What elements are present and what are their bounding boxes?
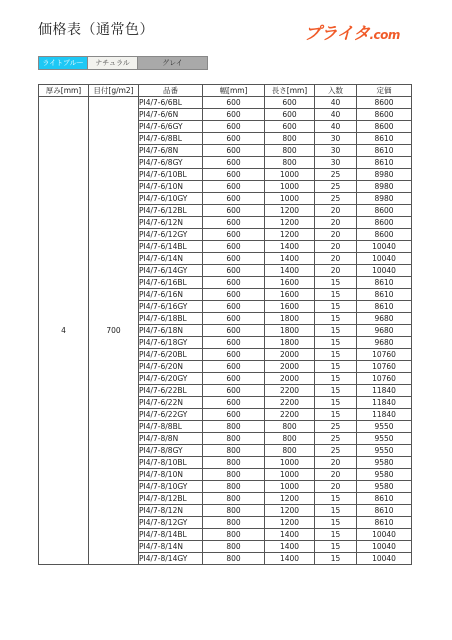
swatch-gray: グレイ: [138, 56, 208, 70]
list-price-cell: 8600: [357, 109, 412, 121]
quantity-cell: 15: [315, 289, 357, 301]
product-code-cell: PI4/7-8/14GY: [139, 553, 203, 565]
header-thickness: 厚み[mm]: [39, 85, 89, 97]
quantity-cell: 15: [315, 373, 357, 385]
page-title: 価格表（通常色）: [38, 22, 154, 38]
length-cell: 2000: [265, 373, 315, 385]
product-code-cell: PI4/7-8/14N: [139, 541, 203, 553]
product-code-cell: PI4/7-6/14N: [139, 253, 203, 265]
quantity-cell: 20: [315, 469, 357, 481]
width-cell: 600: [203, 385, 265, 397]
quantity-cell: 25: [315, 421, 357, 433]
list-price-cell: 8610: [357, 517, 412, 529]
list-price-cell: 9580: [357, 457, 412, 469]
length-cell: 1000: [265, 193, 315, 205]
length-cell: 1600: [265, 301, 315, 313]
header-length: 長さ[mm]: [265, 85, 315, 97]
width-cell: 600: [203, 169, 265, 181]
product-code-cell: PI4/7-6/6GY: [139, 121, 203, 133]
product-code-cell: PI4/7-6/12GY: [139, 229, 203, 241]
product-code-cell: PI4/7-8/10BL: [139, 457, 203, 469]
quantity-cell: 20: [315, 205, 357, 217]
header-weight: 目付[g/m2]: [89, 85, 139, 97]
width-cell: 600: [203, 241, 265, 253]
quantity-cell: 15: [315, 505, 357, 517]
product-code-cell: PI4/7-6/10BL: [139, 169, 203, 181]
width-cell: 800: [203, 457, 265, 469]
width-cell: 600: [203, 277, 265, 289]
quantity-cell: 40: [315, 97, 357, 109]
list-price-cell: 9550: [357, 433, 412, 445]
length-cell: 800: [265, 421, 315, 433]
quantity-cell: 30: [315, 145, 357, 157]
list-price-cell: 9680: [357, 313, 412, 325]
list-price-cell: 8610: [357, 277, 412, 289]
width-cell: 800: [203, 505, 265, 517]
list-price-cell: 10760: [357, 349, 412, 361]
list-price-cell: 10040: [357, 541, 412, 553]
color-swatches: [38, 56, 208, 70]
product-code-cell: PI4/7-8/10GY: [139, 481, 203, 493]
width-cell: 800: [203, 541, 265, 553]
product-code-cell: PI4/7-8/8BL: [139, 421, 203, 433]
product-code-cell: PI4/7-6/16GY: [139, 301, 203, 313]
quantity-cell: 30: [315, 133, 357, 145]
width-cell: 800: [203, 433, 265, 445]
quantity-cell: 25: [315, 169, 357, 181]
product-code-cell: PI4/7-6/6BL: [139, 97, 203, 109]
width-cell: 600: [203, 301, 265, 313]
list-price-cell: 8610: [357, 505, 412, 517]
product-code-cell: PI4/7-6/12N: [139, 217, 203, 229]
width-cell: 600: [203, 217, 265, 229]
length-cell: 1200: [265, 505, 315, 517]
product-code-cell: PI4/7-8/14BL: [139, 529, 203, 541]
width-cell: 600: [203, 181, 265, 193]
list-price-cell: 10760: [357, 373, 412, 385]
list-price-cell: 10040: [357, 529, 412, 541]
table-row: [39, 97, 412, 109]
quantity-cell: 15: [315, 361, 357, 373]
quantity-cell: 20: [315, 229, 357, 241]
quantity-cell: 15: [315, 517, 357, 529]
width-cell: 600: [203, 361, 265, 373]
length-cell: 1200: [265, 229, 315, 241]
length-cell: 1400: [265, 529, 315, 541]
width-cell: 600: [203, 109, 265, 121]
length-cell: 800: [265, 157, 315, 169]
list-price-cell: 8600: [357, 121, 412, 133]
product-code-cell: PI4/7-6/18BL: [139, 313, 203, 325]
product-code-cell: PI4/7-6/8GY: [139, 157, 203, 169]
width-cell: 600: [203, 337, 265, 349]
list-price-cell: 8600: [357, 229, 412, 241]
quantity-cell: 25: [315, 181, 357, 193]
length-cell: 1000: [265, 469, 315, 481]
list-price-cell: 8610: [357, 289, 412, 301]
list-price-cell: 9550: [357, 445, 412, 457]
quantity-cell: 25: [315, 193, 357, 205]
product-code-cell: PI4/7-8/8GY: [139, 445, 203, 457]
length-cell: 1000: [265, 181, 315, 193]
product-code-cell: PI4/7-6/20N: [139, 361, 203, 373]
width-cell: 800: [203, 421, 265, 433]
list-price-cell: 10040: [357, 253, 412, 265]
width-cell: 600: [203, 325, 265, 337]
thickness-cell: 4: [39, 97, 89, 565]
width-cell: 800: [203, 445, 265, 457]
product-code-cell: PI4/7-6/6N: [139, 109, 203, 121]
list-price-cell: 11840: [357, 385, 412, 397]
product-code-cell: PI4/7-6/16N: [139, 289, 203, 301]
header-quantity: 入数: [315, 85, 357, 97]
product-code-cell: PI4/7-6/18GY: [139, 337, 203, 349]
length-cell: 600: [265, 109, 315, 121]
quantity-cell: 25: [315, 433, 357, 445]
table-header-row: [39, 85, 412, 97]
width-cell: 600: [203, 121, 265, 133]
quantity-cell: 15: [315, 553, 357, 565]
length-cell: 800: [265, 145, 315, 157]
quantity-cell: 15: [315, 301, 357, 313]
length-cell: 1400: [265, 541, 315, 553]
weight-cell: 700: [89, 97, 139, 565]
quantity-cell: 15: [315, 385, 357, 397]
list-price-cell: 10760: [357, 361, 412, 373]
list-price-cell: 8600: [357, 217, 412, 229]
list-price-cell: 8600: [357, 97, 412, 109]
length-cell: 1200: [265, 517, 315, 529]
header-product-code: 品番: [139, 85, 203, 97]
length-cell: 1600: [265, 277, 315, 289]
swatch-light-blue: ライトブルー: [38, 56, 88, 70]
length-cell: 1200: [265, 493, 315, 505]
width-cell: 600: [203, 313, 265, 325]
width-cell: 800: [203, 481, 265, 493]
width-cell: 800: [203, 529, 265, 541]
quantity-cell: 15: [315, 349, 357, 361]
product-code-cell: PI4/7-8/12N: [139, 505, 203, 517]
product-code-cell: PI4/7-8/8N: [139, 433, 203, 445]
product-code-cell: PI4/7-8/10N: [139, 469, 203, 481]
product-code-cell: PI4/7-8/12BL: [139, 493, 203, 505]
product-code-cell: PI4/7-6/14GY: [139, 265, 203, 277]
quantity-cell: 20: [315, 457, 357, 469]
length-cell: 600: [265, 97, 315, 109]
quantity-cell: 25: [315, 445, 357, 457]
quantity-cell: 15: [315, 529, 357, 541]
product-code-cell: PI4/7-6/18N: [139, 325, 203, 337]
list-price-cell: 9680: [357, 325, 412, 337]
product-code-cell: PI4/7-6/8N: [139, 145, 203, 157]
product-code-cell: PI4/7-6/20GY: [139, 373, 203, 385]
quantity-cell: 15: [315, 541, 357, 553]
quantity-cell: 20: [315, 253, 357, 265]
list-price-cell: 10040: [357, 553, 412, 565]
list-price-cell: 9580: [357, 481, 412, 493]
length-cell: 1400: [265, 265, 315, 277]
width-cell: 600: [203, 193, 265, 205]
width-cell: 600: [203, 145, 265, 157]
quantity-cell: 15: [315, 325, 357, 337]
length-cell: 1400: [265, 241, 315, 253]
length-cell: 1400: [265, 553, 315, 565]
width-cell: 600: [203, 265, 265, 277]
length-cell: 600: [265, 121, 315, 133]
product-code-cell: PI4/7-6/14BL: [139, 241, 203, 253]
width-cell: 600: [203, 205, 265, 217]
quantity-cell: 15: [315, 277, 357, 289]
length-cell: 1000: [265, 169, 315, 181]
list-price-cell: 8600: [357, 205, 412, 217]
list-price-cell: 8980: [357, 169, 412, 181]
length-cell: 2200: [265, 385, 315, 397]
length-cell: 1600: [265, 289, 315, 301]
list-price-cell: 9680: [357, 337, 412, 349]
quantity-cell: 15: [315, 397, 357, 409]
list-price-cell: 8610: [357, 157, 412, 169]
header-width: 幅[mm]: [203, 85, 265, 97]
width-cell: 600: [203, 349, 265, 361]
header-list-price: 定価: [357, 85, 412, 97]
logo-text: プライタ: [304, 24, 370, 44]
list-price-cell: 9580: [357, 469, 412, 481]
width-cell: 600: [203, 373, 265, 385]
list-price-cell: 8980: [357, 193, 412, 205]
logo-domain: .com: [369, 28, 400, 42]
quantity-cell: 20: [315, 265, 357, 277]
quantity-cell: 20: [315, 481, 357, 493]
width-cell: 800: [203, 553, 265, 565]
product-code-cell: PI4/7-6/22GY: [139, 409, 203, 421]
product-code-cell: PI4/7-6/10N: [139, 181, 203, 193]
width-cell: 800: [203, 517, 265, 529]
width-cell: 600: [203, 409, 265, 421]
width-cell: 600: [203, 157, 265, 169]
length-cell: 1200: [265, 217, 315, 229]
product-code-cell: PI4/7-6/8BL: [139, 133, 203, 145]
width-cell: 600: [203, 133, 265, 145]
quantity-cell: 30: [315, 157, 357, 169]
product-code-cell: PI4/7-6/22N: [139, 397, 203, 409]
product-code-cell: PI4/7-8/12GY: [139, 517, 203, 529]
product-code-cell: PI4/7-6/16BL: [139, 277, 203, 289]
quantity-cell: 15: [315, 493, 357, 505]
list-price-cell: 8610: [357, 145, 412, 157]
list-price-cell: 9550: [357, 421, 412, 433]
list-price-cell: 8610: [357, 301, 412, 313]
price-table-body: [39, 97, 412, 565]
swatch-natural: ナチュラル: [88, 56, 138, 70]
price-table: [38, 84, 412, 565]
list-price-cell: 8610: [357, 493, 412, 505]
length-cell: 2000: [265, 349, 315, 361]
quantity-cell: 40: [315, 109, 357, 121]
width-cell: 600: [203, 229, 265, 241]
length-cell: 1400: [265, 253, 315, 265]
width-cell: 800: [203, 469, 265, 481]
product-code-cell: PI4/7-6/22BL: [139, 385, 203, 397]
length-cell: 1000: [265, 457, 315, 469]
length-cell: 2200: [265, 397, 315, 409]
list-price-cell: 10040: [357, 241, 412, 253]
quantity-cell: 15: [315, 313, 357, 325]
length-cell: 1800: [265, 325, 315, 337]
list-price-cell: 8610: [357, 133, 412, 145]
list-price-cell: 8980: [357, 181, 412, 193]
width-cell: 600: [203, 289, 265, 301]
quantity-cell: 15: [315, 409, 357, 421]
product-code-cell: PI4/7-6/10GY: [139, 193, 203, 205]
length-cell: 2200: [265, 409, 315, 421]
quantity-cell: 15: [315, 337, 357, 349]
product-code-cell: PI4/7-6/20BL: [139, 349, 203, 361]
length-cell: 2000: [265, 361, 315, 373]
brand-logo: [304, 19, 400, 44]
length-cell: 1800: [265, 313, 315, 325]
list-price-cell: 11840: [357, 409, 412, 421]
length-cell: 800: [265, 445, 315, 457]
quantity-cell: 20: [315, 217, 357, 229]
quantity-cell: 20: [315, 241, 357, 253]
length-cell: 800: [265, 433, 315, 445]
length-cell: 800: [265, 133, 315, 145]
width-cell: 800: [203, 493, 265, 505]
list-price-cell: 10040: [357, 265, 412, 277]
width-cell: 600: [203, 397, 265, 409]
length-cell: 1200: [265, 205, 315, 217]
product-code-cell: PI4/7-6/12BL: [139, 205, 203, 217]
quantity-cell: 40: [315, 121, 357, 133]
width-cell: 600: [203, 97, 265, 109]
width-cell: 600: [203, 253, 265, 265]
length-cell: 1000: [265, 481, 315, 493]
list-price-cell: 11840: [357, 397, 412, 409]
length-cell: 1800: [265, 337, 315, 349]
